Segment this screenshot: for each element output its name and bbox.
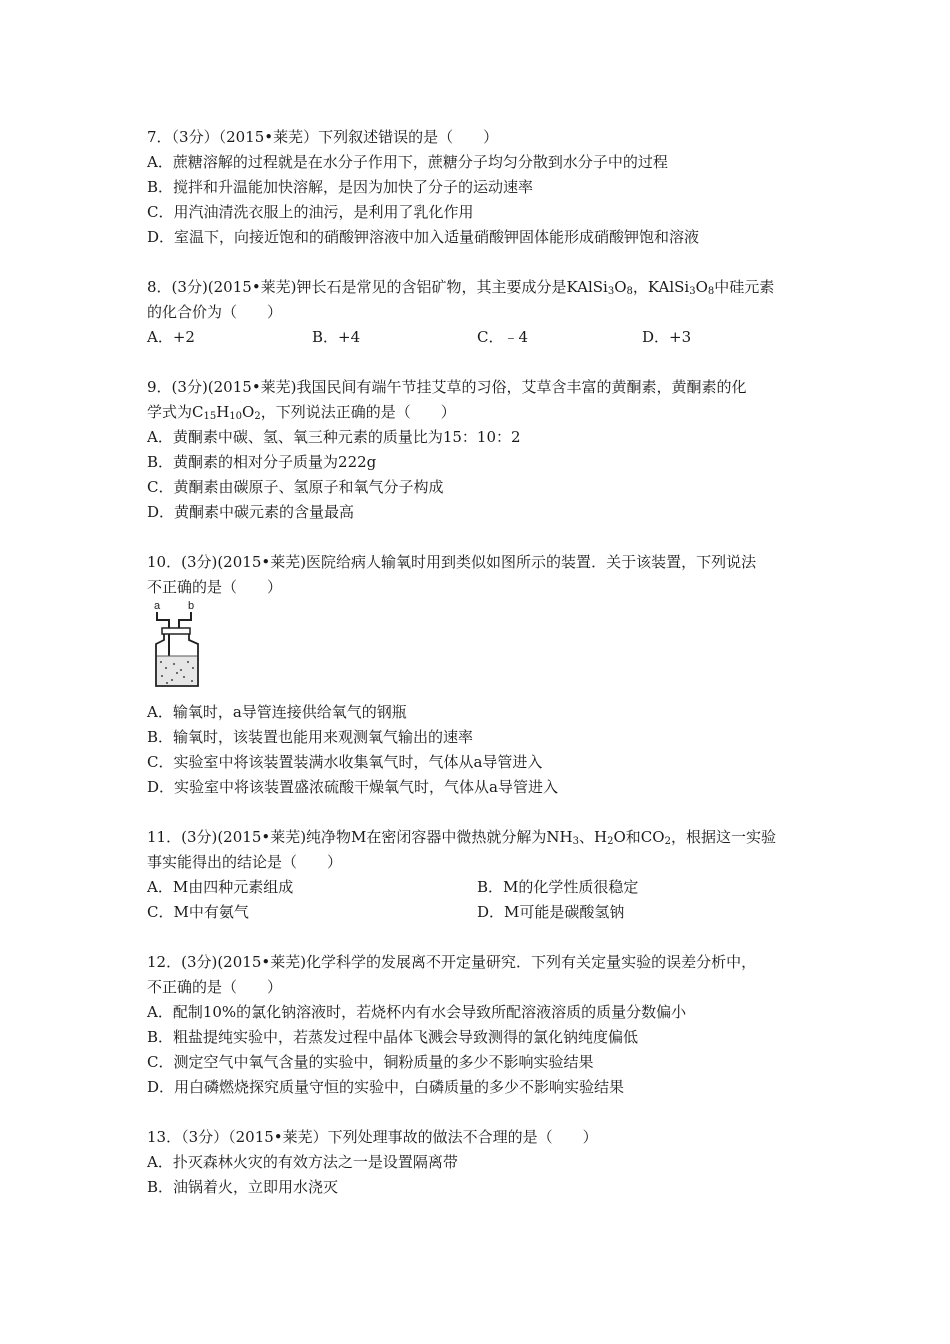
question-9-stem: 9．(3分)(2015•莱芜)我国民间有端午节挂艾草的习俗，艾草含丰富的黄酮素，黄酮素的化: [147, 378, 747, 396]
option-a: A．+2: [147, 328, 195, 346]
option-c: C．M中有氨气: [147, 903, 249, 921]
option-d: D．黄酮素中碳元素的含量最高: [147, 503, 355, 521]
tube-a-label: a: [154, 600, 161, 612]
question-8-stem-cont: 的化合价为（ ）: [147, 303, 283, 321]
question-11-stem: 11．(3分)(2015•莱芜)纯净物M在密闭容器中微热就分解为$NH_3$、$H_2O$和$CO_2$，根据这一实验: [147, 828, 776, 847]
gas-washing-bottle-icon: [147, 598, 207, 690]
option-b: B．输氧时，该装置也能用来观测氧气输出的速率: [147, 728, 474, 746]
option-a: A．蔗糖溶解的过程就是在水分子作用下，蔗糖分子均匀分散到水分子中的过程: [147, 153, 668, 171]
option-b: B．油锅着火，立即用水浇灭: [147, 1178, 339, 1196]
option-d: D．用白磷燃烧探究质量守恒的实验中，白磷质量的多少不影响实验结果: [147, 1078, 625, 1096]
option-b: B．搅拌和升温能加快溶解，是因为加快了分子的运动速率: [147, 178, 534, 196]
question-11-stem-cont: 事实能得出的结论是（ ）: [147, 853, 343, 871]
question-8: [147, 275, 817, 350]
option-a: A．配制10%的氯化钠溶液时，若烧杯内有水会导致所配溶液溶质的质量分数偏小: [147, 1003, 687, 1021]
option-a: A．输氧时，a导管连接供给氧气的钢瓶: [147, 703, 407, 721]
question-10-options: [147, 700, 817, 800]
question-12-stem-cont: 不正确的是（ ）: [147, 978, 283, 996]
question-11: [147, 825, 817, 925]
options-row-2: [147, 900, 817, 925]
option-c: C．黄酮素由碳原子、氢原子和氧气分子构成: [147, 478, 444, 496]
option-a: A．M由四种元素组成: [147, 878, 294, 896]
option-c: C．﹣4: [477, 328, 529, 346]
option-a: A．黄酮素中碳、氢、氧三种元素的质量比为15：10：2: [147, 428, 521, 446]
question-12: [147, 950, 817, 1100]
gas-washing-bottle-figure: [147, 598, 207, 690]
options-row-1: [147, 875, 817, 900]
question-7: [147, 125, 817, 250]
option-d: D．室温下，向接近饱和的硝酸钾溶液中加入适量硝酸钾固体能形成硝酸钾饱和溶液: [147, 228, 700, 246]
option-d: D．实验室中将该装置盛浓硫酸干燥氧气时，气体从a导管进入: [147, 778, 558, 796]
option-c: C．用汽油清洗衣服上的油污，是利用了乳化作用: [147, 203, 474, 221]
question-10: [147, 550, 817, 600]
question-12-stem: 12．(3分)(2015•莱芜)化学科学的发展离不开定量研究．下列有关定量实验的误差分析中，: [147, 953, 757, 971]
question-9: [147, 375, 817, 525]
option-a: A．扑灭森林火灾的有效方法之一是设置隔离带: [147, 1153, 458, 1171]
question-13: [147, 1125, 817, 1200]
question-9-stem-cont: 学式为$C_{15}H_{10}O_2$，下列说法正确的是（ ）: [147, 403, 456, 422]
question-8-stem: 8．(3分)(2015•莱芜)钾长石是常见的含铝矿物，其主要成分是$KAlSi_3O_8$，$KAlSi_3O_8$中硅元素: [147, 278, 775, 297]
option-b: B．粗盐提纯实验中，若蒸发过程中晶体飞溅会导致测得的氯化钠纯度偏低: [147, 1028, 639, 1046]
options-row: [147, 325, 817, 350]
question-10-stem: 10．(3分)(2015•莱芜)医院给病人输氧时用到类似如图所示的装置．关于该装置，下列说法: [147, 553, 757, 571]
option-b: B．+4: [312, 328, 361, 346]
option-b: B．黄酮素的相对分子质量为222g: [147, 453, 377, 471]
question-7-stem: 7．（3分）（2015•莱芜）下列叙述错误的是（ ）: [147, 128, 499, 146]
question-13-stem: 13．（3分）（2015•莱芜）下列处理事故的做法不合理的是（ ）: [147, 1128, 598, 1146]
tube-b-label: b: [188, 600, 195, 612]
option-c: C．测定空气中氧气含量的实验中，铜粉质量的多少不影响实验结果: [147, 1053, 594, 1071]
option-b: B．M的化学性质很稳定: [477, 878, 639, 896]
option-d: D．+3: [642, 328, 692, 346]
question-10-stem-cont: 不正确的是（ ）: [147, 578, 283, 596]
option-c: C．实验室中将该装置装满水收集氧气时，气体从a导管进入: [147, 753, 543, 771]
option-d: D．M可能是碳酸氢钠: [477, 903, 625, 921]
